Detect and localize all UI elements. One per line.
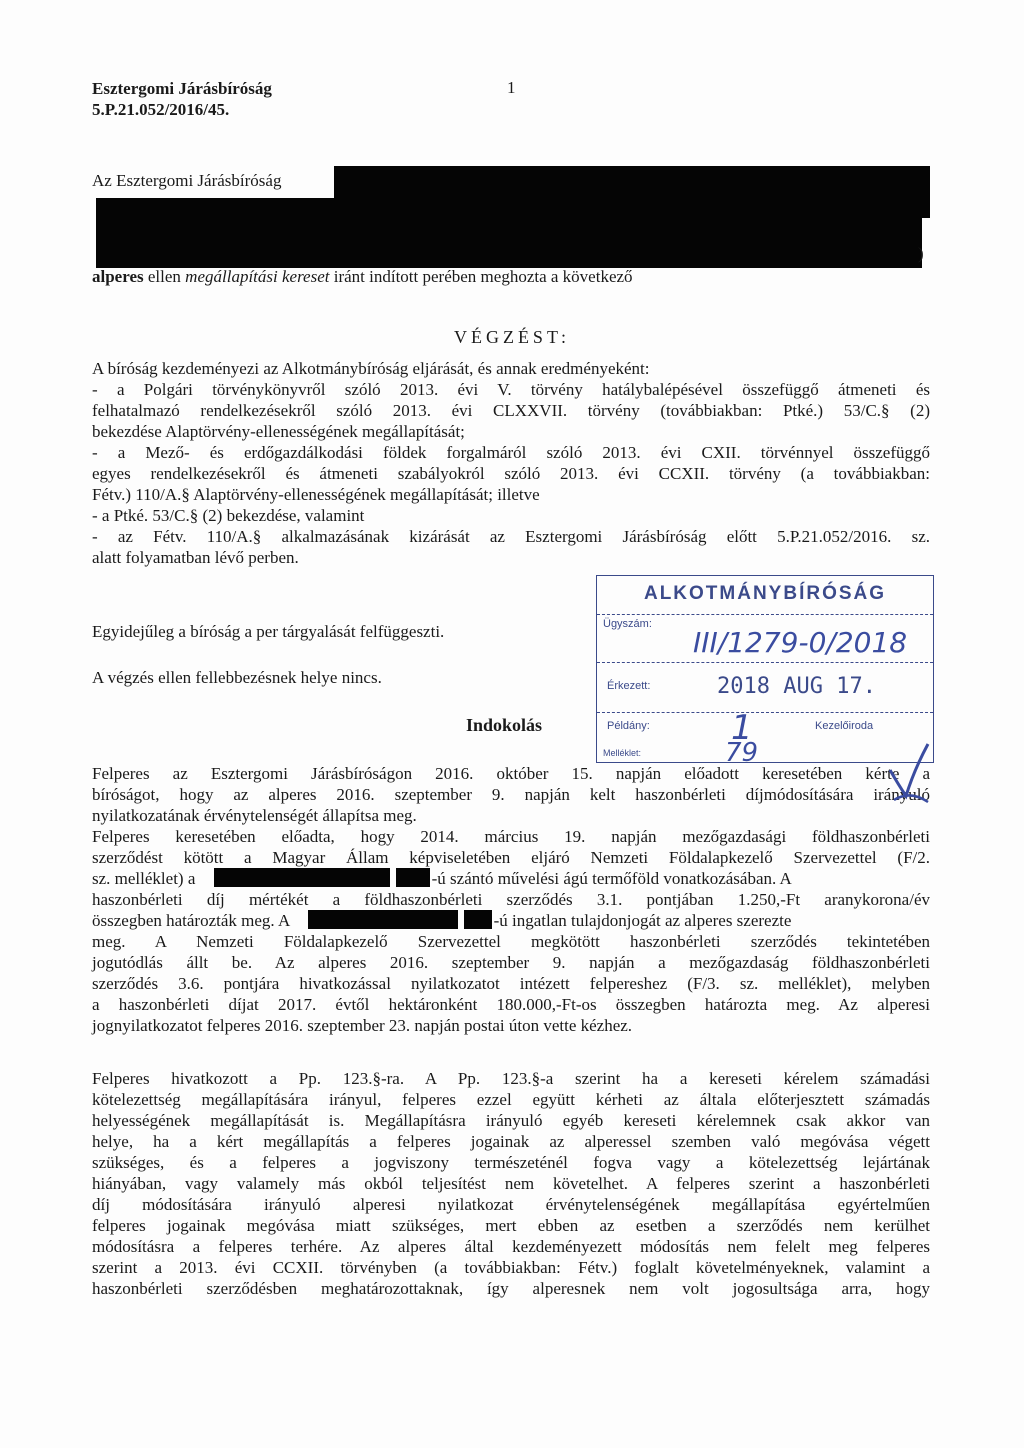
reasoning-text: -ú ingatlan tulajdonjogát az alperes szerezte (493, 911, 792, 930)
order-line: - a Polgári törvénykönyvről szóló 2013. évi V. törvény hatálybalépésével összefüggő átmeneti és (92, 380, 930, 399)
intro-text-b: iránt indított perében meghozta a következő (329, 267, 633, 286)
intro-defendant: alperes (92, 267, 144, 286)
reasoning-line: szerződés 3.6. pontjára hivatkozással nyilatkozatot intézett felpereshez (F/3. sz. melléklet), melyben (92, 974, 930, 993)
reasoning-line: Felperes az Esztergomi Járásbíróságon 2016. október 15. napján előadott keresetében kérte a (92, 764, 930, 783)
stamp-copy-label: Példány: (607, 720, 650, 732)
reasoning-line: jognyilatkozatot felperes 2016. szeptember 23. napján postai úton vette kézhez. (92, 1016, 633, 1035)
reasoning-line: felperes jogainak megóvása miatt szükséges, mert ebben az esetben a szerződés nem kerülhet (92, 1216, 930, 1235)
intro-line-3 (92, 266, 930, 287)
redaction-inline (214, 868, 390, 887)
order-line: egyes rendelkezésekről és átmeneti szabályokról szóló 2013. évi CCXII. törvény (a továbbiakban: (92, 464, 930, 483)
reasoning-line: Felperes hivatkozott a Pp. 123.§-ra. A Pp. 123.§-a szerint ha a kereseti kérelem számadási (92, 1069, 930, 1088)
order-line: bekezdése Alaptörvény-ellenességének megállapítását; (92, 422, 465, 441)
stamp-title: ALKOTMÁNYBÍRÓSÁG (643, 583, 887, 604)
reasoning-line: haszonbérleti szerződésben meghatározottaknak, így alperesnek nem volt jogosultsága arra, hogy (92, 1279, 930, 1298)
stamp-divider (597, 662, 933, 664)
reasoning-line: Felperes keresetében előadta, hogy 2014. március 19. napján mezőgazdasági földhaszonbérleti (92, 827, 930, 846)
reasoning-text: sz. melléklet) a (92, 869, 196, 888)
order-line: - a Ptké. 53/C.§ (2) bekezdése, valamint (92, 506, 365, 525)
reasoning-line: szerződést kötött a Magyar Állam képviseletében eljáró Nemzeti Földalapkezelő Szervezettel (F/2. (92, 848, 930, 867)
page-number: 1 (507, 78, 516, 97)
reasoning-line: a haszonbérleti díjat 2017. évtől hektáronként 180.000,-Ft-os összegben határozta meg. Az alperesi (92, 995, 930, 1014)
redaction-block-1 (334, 166, 930, 198)
redaction-inline (396, 868, 430, 887)
order-line: A bíróság kezdeményezi az Alkotmánybíróság eljárását, és annak eredményeként: (92, 359, 650, 378)
court-name: Esztergomi Járásbíróság (92, 79, 272, 98)
intro-text: Az Esztergomi Járásbíróság (92, 171, 282, 190)
stamp-copy-value: 1 (731, 708, 753, 748)
reasoning-line: kötelezettség megállapítására irányul, felperes ezzel együtt kérheti az általa előterjesztett számadás (92, 1090, 930, 1109)
reasoning-line: hiányában, vagy valamely más okból teljesítést nem követelhet. A felperes szerint a haszonbérleti (92, 1174, 930, 1193)
reasoning-line: szükséges, és a felperes a jogviszony természeténél fogva vagy a kötelezettség lejártának (92, 1153, 930, 1172)
order-title: VÉGZÉST: (453, 327, 571, 347)
stamp-received-label: Érkezett: (607, 680, 651, 692)
order-line: felhatalmazó rendelkezésekről szóló 2013. évi CLXXVII. törvény (továbbiakban: Ptké.) 53/C.§ (2) (92, 401, 930, 420)
no-appeal-statement: A végzés ellen fellebbezésnek helye nincs. (92, 668, 382, 687)
order-line: alatt folyamatban lévő perben. (92, 548, 299, 567)
reasoning-line: módosításra a felperes terhére. Az alperes által kezdeményezett módosítás nem felelt meg felperes (92, 1237, 930, 1256)
stamp-divider (597, 614, 933, 616)
reasoning-title: Indokolás (466, 715, 543, 735)
reasoning-line: helyességének megállapítását is. Megállapításra irányuló egyéb kereseti kérelemnek csak akkor van (92, 1111, 930, 1130)
handwritten-mark-icon (884, 740, 934, 810)
reasoning-text: -ú szántó művelési ágú termőföld vonatkozásában. A (431, 869, 792, 888)
reasoning-text: összegben határozták meg. A (92, 911, 290, 930)
redaction-block-2 (96, 198, 930, 218)
reasoning-line: helye, ha a kért megállapítás a felperes jogainak az alperessel szemben való megóvása végett (92, 1132, 930, 1151)
intro-claim-type: megállapítási kereset (185, 267, 330, 286)
reasoning-line: nyilatkozatának érvénytelenségét állapítsa meg. (92, 806, 417, 825)
reasoning-line: meg. A Nemzeti Földalapkezelő Szervezettel megkötött haszonbérleti szerződés tekintetében (92, 932, 930, 951)
reasoning-line: haszonbérleti díj mértékét a földhaszonbérleti szerződés 3.1. pontjában 1.250,-Ft aranykorona/év (92, 890, 930, 909)
reasoning-line: bíróságot, hogy az alperes 2016. szeptember 9. napján kelt haszonbérleti díjmódosítására irányuló (92, 785, 930, 804)
stamp-divider (597, 712, 933, 714)
stamp-case-label: Ügyszám: (603, 618, 652, 630)
reasoning-line: díj módosítására irányuló alperesi nyilatkozat érvénytelenségének megállapítása egyértelműen (92, 1195, 930, 1214)
reasoning-line: szerint a 2013. évi CCXII. törvényben (a továbbiakban: Fétv.) foglalt követelményeknek, valamint a (92, 1258, 930, 1277)
redaction-inline (308, 910, 458, 929)
redaction-block-3 (96, 218, 922, 268)
order-line: Fétv.) 110/A.§ Alaptörvény-ellenességének megállapítását; illetve (92, 485, 540, 504)
stamp-office-label: Kezelőiroda (815, 720, 874, 732)
suspension-statement: Egyidejűleg a bíróság a per tárgyalását felfüggeszti. (92, 622, 445, 641)
court-header (92, 78, 272, 120)
stamp-case-value: III/1279-0/2018 (693, 626, 908, 659)
redaction-inline (464, 910, 492, 929)
intro-line-2-tail: ) (918, 244, 924, 263)
reasoning-line-redacted-1 (92, 868, 930, 889)
case-number: 5.P.21.052/2016/45. (92, 100, 230, 119)
stamp-received-date: 2018 AUG 17. (717, 674, 876, 699)
reasoning-line-redacted-2 (92, 910, 930, 931)
intro-text-a: ellen (143, 267, 186, 286)
reasoning-line: jogutódlás állt be. Az alperes 2016. szeptember 9. napján a mezőgazdaság földhaszonbérleti (92, 953, 930, 972)
stamp-attachment-value: 79 (725, 738, 759, 768)
order-line: - az Fétv. 110/A.§ alkalmazásának kizárását az Esztergomi Járásbíróság előtt 5.P.21.052/2016. sz. (92, 527, 930, 546)
stamp-attachment-label: Melléklet: (603, 748, 642, 758)
received-stamp (596, 575, 934, 768)
order-line: - a Mező- és erdőgazdálkodási földek forgalmáról szóló 2013. évi CXII. törvénnyel összefüggő (92, 443, 930, 462)
